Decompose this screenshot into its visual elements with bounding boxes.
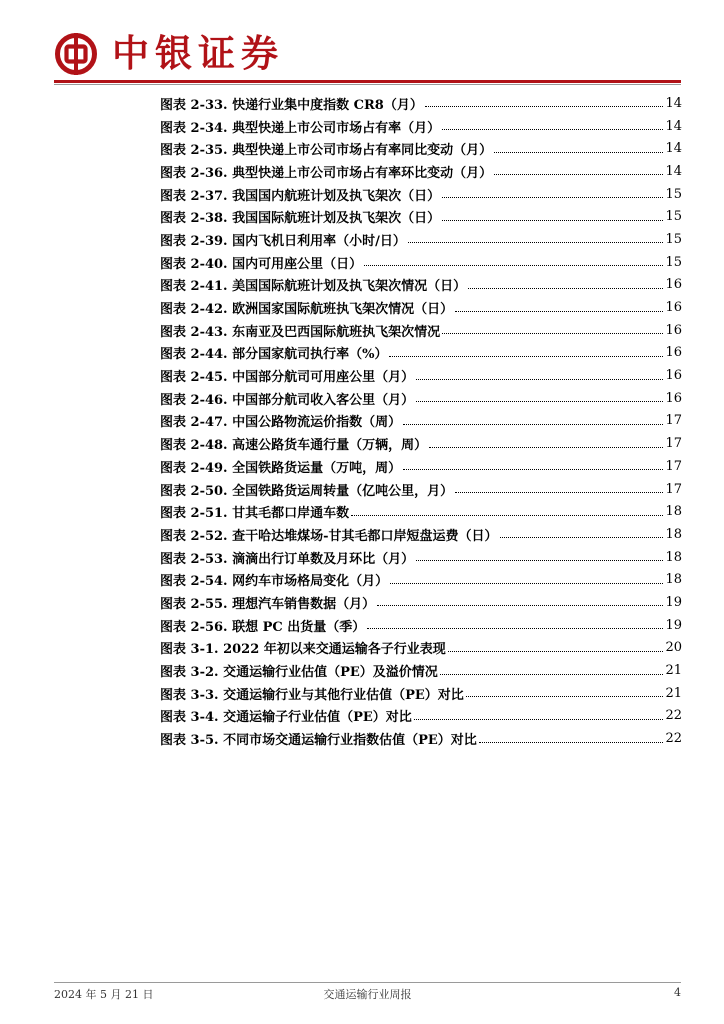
toc-entry[interactable] xyxy=(160,546,682,569)
toc-entry-page-number[interactable]: 19 xyxy=(665,617,682,633)
toc-entry-label[interactable]: 图表 3-1. 2022 年初以来交通运输各子行业表现 xyxy=(160,642,446,658)
toc-dot-leader xyxy=(390,570,663,584)
toc-entry-label[interactable]: 图表 2-50. 全国铁路货运周转量（亿吨公里，月） xyxy=(160,483,454,499)
toc-entry-label[interactable]: 图表 2-43. 东南亚及巴西国际航班执飞架次情况 xyxy=(160,324,441,340)
toc-entry-label[interactable]: 图表 2-48. 高速公路货车通行量（万辆，周） xyxy=(160,438,428,454)
toc-entry[interactable] xyxy=(160,659,682,682)
toc-entry-label[interactable]: 图表 2-45. 中国部分航司可用座公里（月） xyxy=(160,370,415,386)
toc-entry-label[interactable]: 图表 2-47. 中国公路物流运价指数（周） xyxy=(160,415,402,431)
toc-entry-page-number[interactable]: 15 xyxy=(665,231,682,247)
toc-entry-page-number[interactable]: 14 xyxy=(665,95,682,111)
toc-entry-page-number[interactable]: 18 xyxy=(665,504,682,520)
toc-entry[interactable] xyxy=(160,500,682,523)
toc-entry[interactable] xyxy=(160,228,682,251)
page-header xyxy=(54,28,284,80)
toc-entry-page-number[interactable]: 18 xyxy=(665,526,682,542)
page-footer xyxy=(54,986,681,1002)
toc-entry-label[interactable]: 图表 2-51. 甘其毛都口岸通车数 xyxy=(160,506,350,522)
header-divider-thin xyxy=(54,84,681,85)
footer-report-title: 交通运输行业周报 xyxy=(323,988,412,1001)
toc-entry-label[interactable]: 图表 2-55. 理想汽车销售数据（月） xyxy=(160,596,376,612)
toc-dot-leader xyxy=(377,592,663,606)
toc-entry[interactable] xyxy=(160,160,682,183)
toc-dot-leader xyxy=(425,93,664,107)
toc-entry-page-number[interactable]: 16 xyxy=(665,277,682,293)
toc-entry-page-number[interactable]: 17 xyxy=(665,481,682,497)
toc-entry-page-number[interactable]: 16 xyxy=(665,300,682,316)
toc-dot-leader xyxy=(416,547,663,561)
toc-entry[interactable] xyxy=(160,183,682,206)
toc-entry-label[interactable]: 图表 3-2. 交通运输行业估值（PE）及溢价情况 xyxy=(160,665,438,681)
toc-entry[interactable] xyxy=(160,614,682,637)
toc-entry-page-number[interactable]: 14 xyxy=(665,118,682,134)
toc-entry-label[interactable]: 图表 2-42. 欧洲国家国际航班执飞架次情况（日） xyxy=(160,302,454,318)
footer-page-number: 4 xyxy=(674,986,681,999)
toc-entry[interactable] xyxy=(160,432,682,455)
toc-entry-page-number[interactable]: 14 xyxy=(665,141,682,157)
toc-dot-leader xyxy=(442,207,663,221)
toc-entry-page-number[interactable]: 21 xyxy=(665,685,682,701)
toc-entry-page-number[interactable]: 15 xyxy=(665,209,682,225)
toc-dot-leader xyxy=(494,161,663,175)
toc-dot-leader xyxy=(500,524,664,538)
toc-entry-label[interactable]: 图表 2-40. 国内可用座公里（日） xyxy=(160,256,363,272)
toc-dot-leader xyxy=(442,184,663,198)
toc-entry[interactable] xyxy=(160,319,682,342)
toc-entry[interactable] xyxy=(160,364,682,387)
toc-entry-label[interactable]: 图表 2-49. 全国铁路货运量（万吨，周） xyxy=(160,460,402,476)
toc-entry-label[interactable]: 图表 3-5. 不同市场交通运输行业指数估值（PE）对比 xyxy=(160,733,477,749)
toc-entry[interactable] xyxy=(160,568,682,591)
toc-entry-label[interactable]: 图表 2-44. 部分国家航司执行率（%） xyxy=(160,347,388,363)
toc-entry-label[interactable]: 图表 2-56. 联想 PC 出货量（季） xyxy=(160,619,366,635)
toc-entry-page-number[interactable]: 15 xyxy=(665,186,682,202)
toc-entry-label[interactable]: 图表 2-52. 查干哈达堆煤场-甘其毛都口岸短盘运费（日） xyxy=(160,528,498,544)
toc-dot-leader xyxy=(351,502,663,516)
toc-entry[interactable] xyxy=(160,115,682,138)
toc-entry[interactable] xyxy=(160,342,682,365)
toc-entry-label[interactable]: 图表 2-35. 典型快递上市公司市场占有率同比变动（月） xyxy=(160,143,493,159)
toc-entry[interactable] xyxy=(160,410,682,433)
toc-entry-label[interactable]: 图表 2-54. 网约车市场格局变化（月） xyxy=(160,574,389,590)
toc-entry-label[interactable]: 图表 2-53. 滴滴出行订单数及月环比（月） xyxy=(160,551,415,567)
toc-dot-leader xyxy=(455,298,663,312)
toc-entry-label[interactable]: 图表 2-46. 中国部分航司收入客公里（月） xyxy=(160,392,415,408)
toc-dot-leader xyxy=(416,366,663,380)
toc-entry-page-number[interactable]: 16 xyxy=(665,368,682,384)
toc-dot-leader xyxy=(416,388,663,402)
toc-entry[interactable] xyxy=(160,251,682,274)
toc-entry[interactable] xyxy=(160,523,682,546)
toc-entry[interactable] xyxy=(160,92,682,115)
toc-entry-label[interactable]: 图表 2-33. 快递行业集中度指数 CR8（月） xyxy=(160,97,423,113)
toc-dot-leader xyxy=(414,706,664,720)
toc-dot-leader xyxy=(403,411,663,425)
toc-entry-page-number[interactable]: 21 xyxy=(665,663,682,679)
toc-dot-leader xyxy=(448,638,664,652)
brand-name: 中银证券 xyxy=(112,32,284,75)
footer-date: 2024 年 5 月 21 日 xyxy=(54,988,154,1001)
toc-entry[interactable] xyxy=(160,455,682,478)
toc-entry-page-number[interactable]: 17 xyxy=(665,436,682,452)
toc-dot-leader xyxy=(440,661,664,675)
toc-entry[interactable] xyxy=(160,637,682,660)
toc-entry-page-number[interactable]: 16 xyxy=(665,345,682,361)
toc-dot-leader xyxy=(466,683,664,697)
toc-entry-label[interactable]: 图表 2-41. 美国国际航班计划及执飞架次情况（日） xyxy=(160,279,467,295)
toc-entry-page-number[interactable]: 20 xyxy=(665,640,682,656)
figure-table-of-contents xyxy=(160,92,682,750)
toc-dot-leader xyxy=(494,139,663,153)
toc-entry-label[interactable]: 图表 2-34. 典型快递上市公司市场占有率（月） xyxy=(160,120,441,136)
header-divider xyxy=(54,80,681,83)
toc-entry-page-number[interactable]: 22 xyxy=(665,731,682,747)
toc-entry-page-number[interactable]: 18 xyxy=(665,549,682,565)
toc-dot-leader xyxy=(367,615,663,629)
toc-dot-leader xyxy=(408,229,664,243)
toc-entry-label[interactable]: 图表 2-36. 典型快递上市公司市场占有率环比变动（月） xyxy=(160,165,493,181)
toc-entry-label[interactable]: 图表 2-38. 我国国际航班计划及执飞架次（日） xyxy=(160,211,441,227)
toc-entry[interactable] xyxy=(160,727,682,750)
toc-entry-page-number[interactable]: 18 xyxy=(665,572,682,588)
toc-dot-leader xyxy=(403,456,663,470)
toc-dot-leader xyxy=(429,434,663,448)
toc-dot-leader xyxy=(389,343,663,357)
toc-dot-leader xyxy=(468,275,663,289)
toc-entry[interactable] xyxy=(160,274,682,297)
toc-entry[interactable] xyxy=(160,705,682,728)
toc-entry[interactable] xyxy=(160,478,682,501)
toc-entry-page-number[interactable]: 15 xyxy=(665,254,682,270)
toc-entry-page-number[interactable]: 17 xyxy=(665,413,682,429)
toc-dot-leader xyxy=(455,479,663,493)
toc-dot-leader xyxy=(442,320,663,334)
toc-dot-leader xyxy=(479,729,664,743)
toc-entry[interactable] xyxy=(160,296,682,319)
toc-dot-leader xyxy=(364,252,663,266)
toc-entry[interactable] xyxy=(160,205,682,228)
footer-divider xyxy=(54,982,681,983)
toc-dot-leader xyxy=(442,116,663,130)
toc-entry[interactable] xyxy=(160,137,682,160)
toc-entry-page-number[interactable]: 22 xyxy=(665,708,682,724)
toc-entry-page-number[interactable]: 17 xyxy=(665,458,682,474)
toc-entry-label[interactable]: 图表 3-4. 交通运输子行业估值（PE）对比 xyxy=(160,710,412,726)
toc-entry[interactable] xyxy=(160,591,682,614)
toc-entry-page-number[interactable]: 16 xyxy=(665,322,682,338)
toc-entry-label[interactable]: 图表 2-39. 国内飞机日利用率（小时/日） xyxy=(160,233,406,249)
bank-of-china-logo-icon xyxy=(54,32,98,76)
toc-entry-label[interactable]: 图表 3-3. 交通运输行业与其他行业估值（PE）对比 xyxy=(160,687,464,703)
toc-entry-label[interactable]: 图表 2-37. 我国国内航班计划及执飞架次（日） xyxy=(160,188,441,204)
toc-entry[interactable] xyxy=(160,387,682,410)
toc-entry-page-number[interactable]: 14 xyxy=(665,163,682,179)
toc-entry[interactable] xyxy=(160,682,682,705)
toc-entry-page-number[interactable]: 16 xyxy=(665,390,682,406)
toc-entry-page-number[interactable]: 19 xyxy=(665,594,682,610)
